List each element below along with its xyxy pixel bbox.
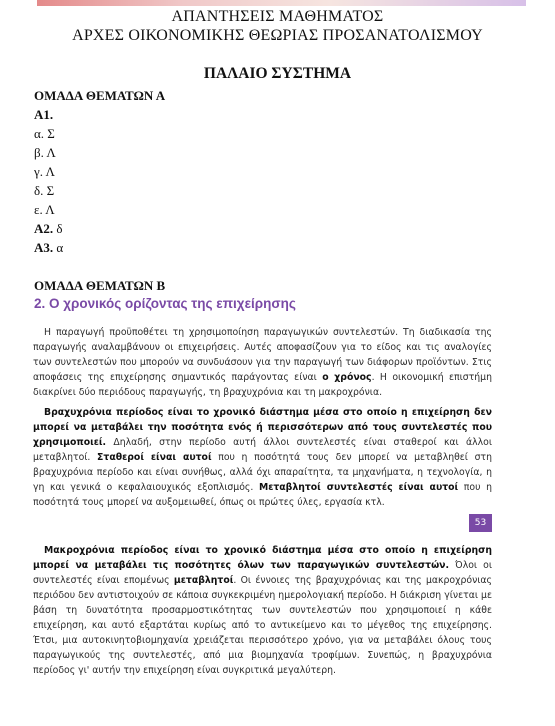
header-title-line1: ΑΠΑΝΤΗΣΕΙΣ ΜΑΘΗΜΑΤΟΣ [171, 8, 384, 25]
paragraph-long-run: Μακροχρόνια περίοδος είναι το χρονικό διάστημα μέσα στο οποίο η επιχείρηση μπορεί να μεταβάλει τις ποσότητες όλων των παραγωγικών συντελεστών. Όλοι οι συντελεστές είναι επομένως μεταβλητοί. Οι έννοιες της βραχυχρόνιας και της μακροχρόνιας περιόδου δεν αντιστοιχούν σε κάποια συγκεκριμένη ημερολογιακή περίοδο. Η διάκριση γίνεται με βάση τη δυνατότητα προσαρμοστικότητας των συντελεστών που χρησιμοποιεί η κάθε επιχείρηση, και αυτό εξαρτάται κυρίως από το αντικείμενο και το μέγεθος της επιχείρησης. Έτσι, μια αυτοκινητοβιομηχανία χρειάζεται περισσότερο χρόνο, για να μεταβάλει όλους τους παραγωγικούς της συντελεστές, από μια βιομηχανία τροφίμων. Συνεπώς, η βραχυχρόνια περίοδος γι' αυτήν την επιχείρηση είναι συγκριτικά μεγαλύτερη. [33, 545, 492, 676]
a2-answer [34, 219, 63, 238]
answer-item: α. Σ [34, 126, 55, 141]
page-number-badge: 53 [469, 514, 492, 532]
a2-value: δ [56, 221, 63, 236]
a3-answer [34, 238, 63, 257]
a3-value: α [56, 240, 64, 255]
system-title: ΠΑΛΑΙΟ ΣΥΣΤΗΜΑ [203, 65, 352, 82]
a1-label: Α1. [34, 107, 54, 122]
a3-label: Α3. [34, 240, 54, 255]
section-heading: 2. Ο χρονικός ορίζοντας της επιχείρησης [34, 296, 296, 311]
paragraph-production: Η παραγωγή προϋποθέτει τη χρησιμοποίηση παραγωγικών συντελεστών. Τη διαδικασία της παραγωγής αναλαμβάνουν οι επιχειρήσεις. Αυτές αποφασίζουν για το είδος και τις αναλογίες των συντελεστών που μπορούν να συνδυάσουν για την παραγωγή των διάφορων προϊόντων. Στις αποφάσεις της επιχείρησης σημαντικός παράγοντας είναι ο χρόνος. Η οικονομική επιστήμη διακρίνει δύο περιόδους παραγωγής, τη βραχυχρόνια και τη μακροχρόνια. [33, 327, 492, 398]
paragraph-short-run: Βραχυχρόνια περίοδος είναι το χρονικό διάστημα μέσα στο οποίο η επιχείρηση δεν μπορεί να μεταβάλει την ποσότητα ενός ή περισσότερων από τους συντελεστές που χρησιμοποιεί. Δηλαδή, στην περίοδο αυτή άλλοι συντελεστές είναι σταθεροί και άλλοι μεταβλητοί. Σταθεροί είναι αυτοί που η ποσότητά τους δεν μπορεί να μεταβληθεί στη βραχυχρόνια περίοδο και είναι συνήθως, αλλά όχι απαραίτητα, τα μηχανήματα, η τεχνολογία, η γη και γενικά ο κεφαλαιουχικός εξοπλισμός. Μεταβλητοί συντελεστές είναι αυτοί που η ποσότητά τους μπορεί να αυξομειωθεί, όπως οι πρώτες ύλες, εργασία κτλ. [33, 407, 493, 508]
answer-item: γ. Λ [34, 164, 55, 179]
answer-item: β. Λ [34, 145, 56, 160]
answer-item: ε. Λ [34, 202, 55, 217]
a2-label: Α2. [34, 221, 54, 236]
header-title-line2: ΑΡΧΕΣ ΟΙΚΟΝΟΜΙΚΗΣ ΘΕΩΡΙΑΣ ΠΡΟΣΑΝΑΤΟΛΙΣΜΟΥ [72, 27, 483, 44]
answer-item: δ. Σ [34, 183, 55, 198]
group-a-title: ΟΜΑΔΑ ΘΕΜΑΤΩΝ Α [34, 88, 166, 103]
top-decorative-bar [37, 0, 526, 6]
group-b-title: ΟΜΑΔΑ ΘΕΜΑΤΩΝ Β [34, 278, 166, 293]
